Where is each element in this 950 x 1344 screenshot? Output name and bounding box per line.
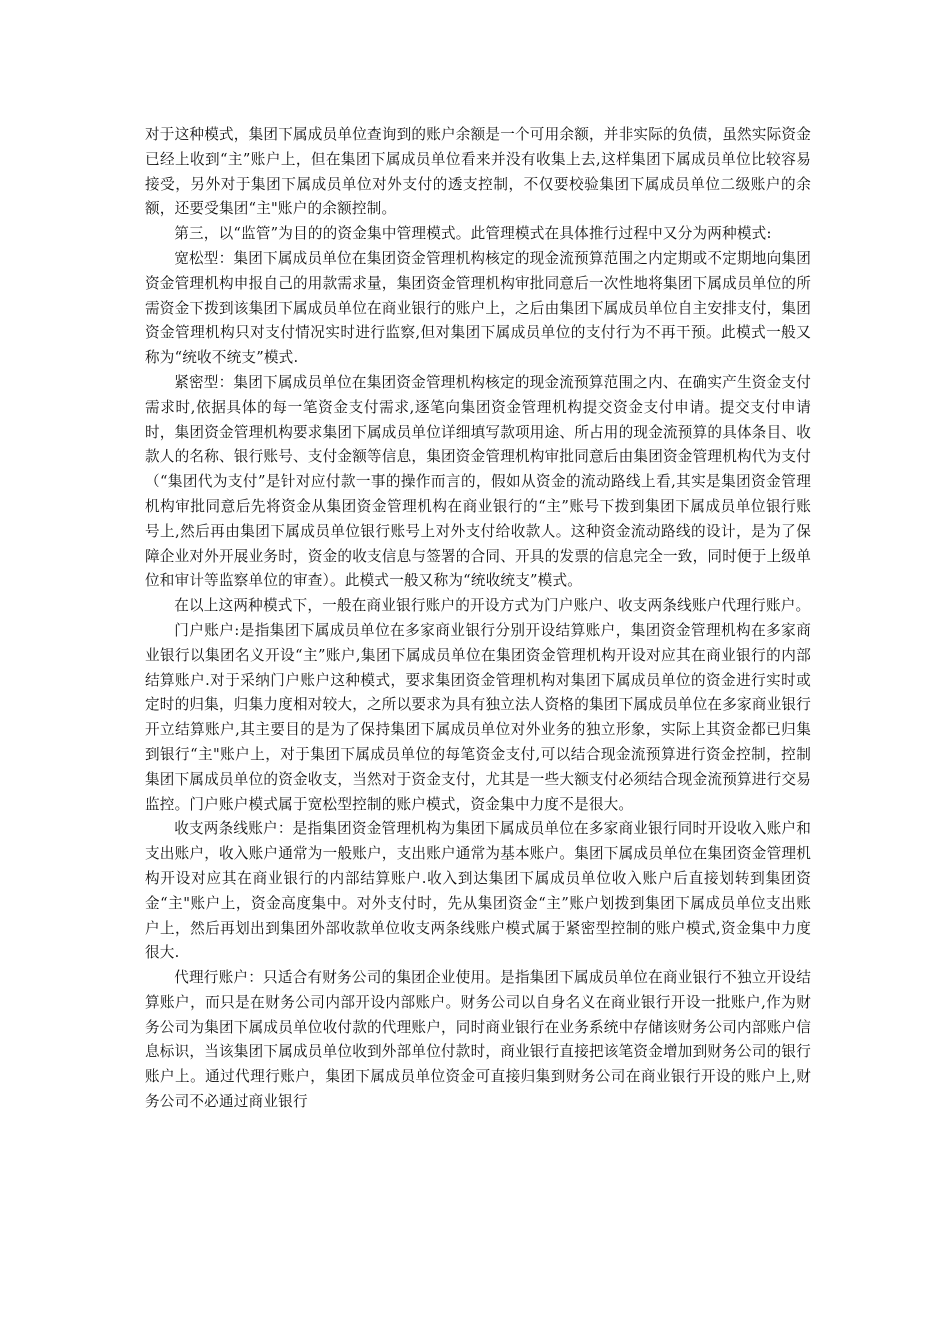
paragraph-account-opening: 在以上这两种模式下，一般在商业银行账户的开设方式为门户账户、收支两条线账户代理行账户。 — [174, 597, 811, 615]
paragraph-supervision-mode: 第三，以“监管”为目的的资金集中管理模式。此管理模式在具体推行过程中又分为两种模式: — [174, 225, 772, 243]
paragraph-agent-bank-account: 代理行账户：只适合有财务公司的集团企业使用。是指集团下属成员单位在商业银行不独立开设结算账户，而只是在财务公司内部开设内部账户。财务公司以自身名义在商业银行开设一批账户,作为财务公司为集团下属成员单位收付款的代理账户，同时商业银行在业务系统中存储该财务公司内部账户信息标识，当该集团下属成员单位收到外部单位付款时，商业银行直接把该笔资金增加到财务公司的银行账户上。通过代理行账户，集团下属成员单位资金可直接归集到财务公司在商业银行开设的账户上,财务公司不必通过商业银行 — [145, 969, 811, 1111]
paragraph-tight-type: 紧密型：集团下属成员单位在集团资金管理机构核定的现金流预算范围之内、在确实产生资金支付需求时,依据具体的每一笔资金支付需求,逐笔向集团资金管理机构提交资金支付申请。提交支付申请时，集团资金管理机构要求集团下属成员单位详细填写款项用途、所占用的现金流预算的具体条目、收款人的名称、银行账号、支付金额等信息，集团资金管理机构审批同意后由集团资金管理机构代为支付（“集团代为支付”是针对应付款一事的操作而言的，假如从资金的流动路线上看,其实是集团资金管理机构审批同意后先将资金从集团资金管理机构在商业银行的“主”账号下拨到集团下属成员单位银行账号上,然后再由集团下属成员单位银行账号上对外支付给收款人。这种资金流动路线的设计，是为了保障企业对外开展业务时，资金的收支信息与签署的合同、开具的发票的信息完全一致，同时便于上级单位和审计等监察单位的审查）。此模式一般又称为“统收统支”模式。 — [145, 373, 811, 590]
paragraph-loose-type: 宽松型：集团下属成员单位在集团资金管理机构核定的现金流预算范围之内定期或不定期地向集团资金管理机构申报自己的用款需求量，集团资金管理机构审批同意后一次性地将集团下属成员单位的所需资金下拨到该集团下属成员单位在商业银行的账户上，之后由集团下属成员单位自主安排支付，集团资金管理机构只对支付情况实时进行监察,但对集团下属成员单位的支付行为不再干预。此模式一般又称为“统收不统支”模式. — [145, 249, 811, 367]
paragraph-portal-account: 门户账户:是指集团下属成员单位在多家商业银行分别开设结算账户，集团资金管理机构在多家商业银行以集团名义开设“主”账户,集团下属成员单位在集团资金管理机构开设对应其在商业银行的内部结算账户.对于采纳门户账户这种模式，要求集团资金管理机构对集团下属成员单位的资金进行实时或定时的归集，归集力度相对较大，之所以要求为具有独立法人资格的集团下属成员单位在多家商业银行开立结算账户,其主要目的是为了保持集团下属成员单位对外业务的独立形象，实际上其资金都已归集到银行“主"账户上，对于集团下属成员单位的每笔资金支付,可以结合现金流预算进行资金控制，控制集团下属成员单位的资金收支，当然对于资金支付，尤其是一些大额支付必须结合现金流预算进行交易监控。门户账户模式属于宽松型控制的账户模式，资金集中力度不是很大。 — [145, 621, 811, 813]
document-page — [145, 123, 811, 1115]
paragraph-two-line-account: 收支两条线账户：是指集团资金管理机构为集团下属成员单位在多家商业银行同时开设收入账户和支出账户，收入账户通常为一般账户，支出账户通常为基本账户。集团下属成员单位在集团资金管理机构开设对应其在商业银行的内部结算账户.收入到达集团下属成员单位收入账户后直接划转到集团资金“主"账户上，资金高度集中。对外支付时，先从集团资金“主”账户划拨到集团下属成员单位支出账户上，然后再划出到集团外部收款单位收支两条线账户模式属于紧密型控制的账户模式,资金集中力度很大. — [145, 820, 811, 962]
paragraph-account-balance: 对于这种模式，集团下属成员单位查询到的账户余额是一个可用余额，并非实际的负债，虽然实际资金已经上收到“主”账户上，但在集团下属成员单位看来并没有收集上去,这样集团下属成员单位比较容易接受，另外对于集团下属成员单位对外支付的透支控制，不仅要校验集团下属成员单位二级账户的余额，还要受集团“主"账户的余额控制。 — [145, 126, 811, 218]
